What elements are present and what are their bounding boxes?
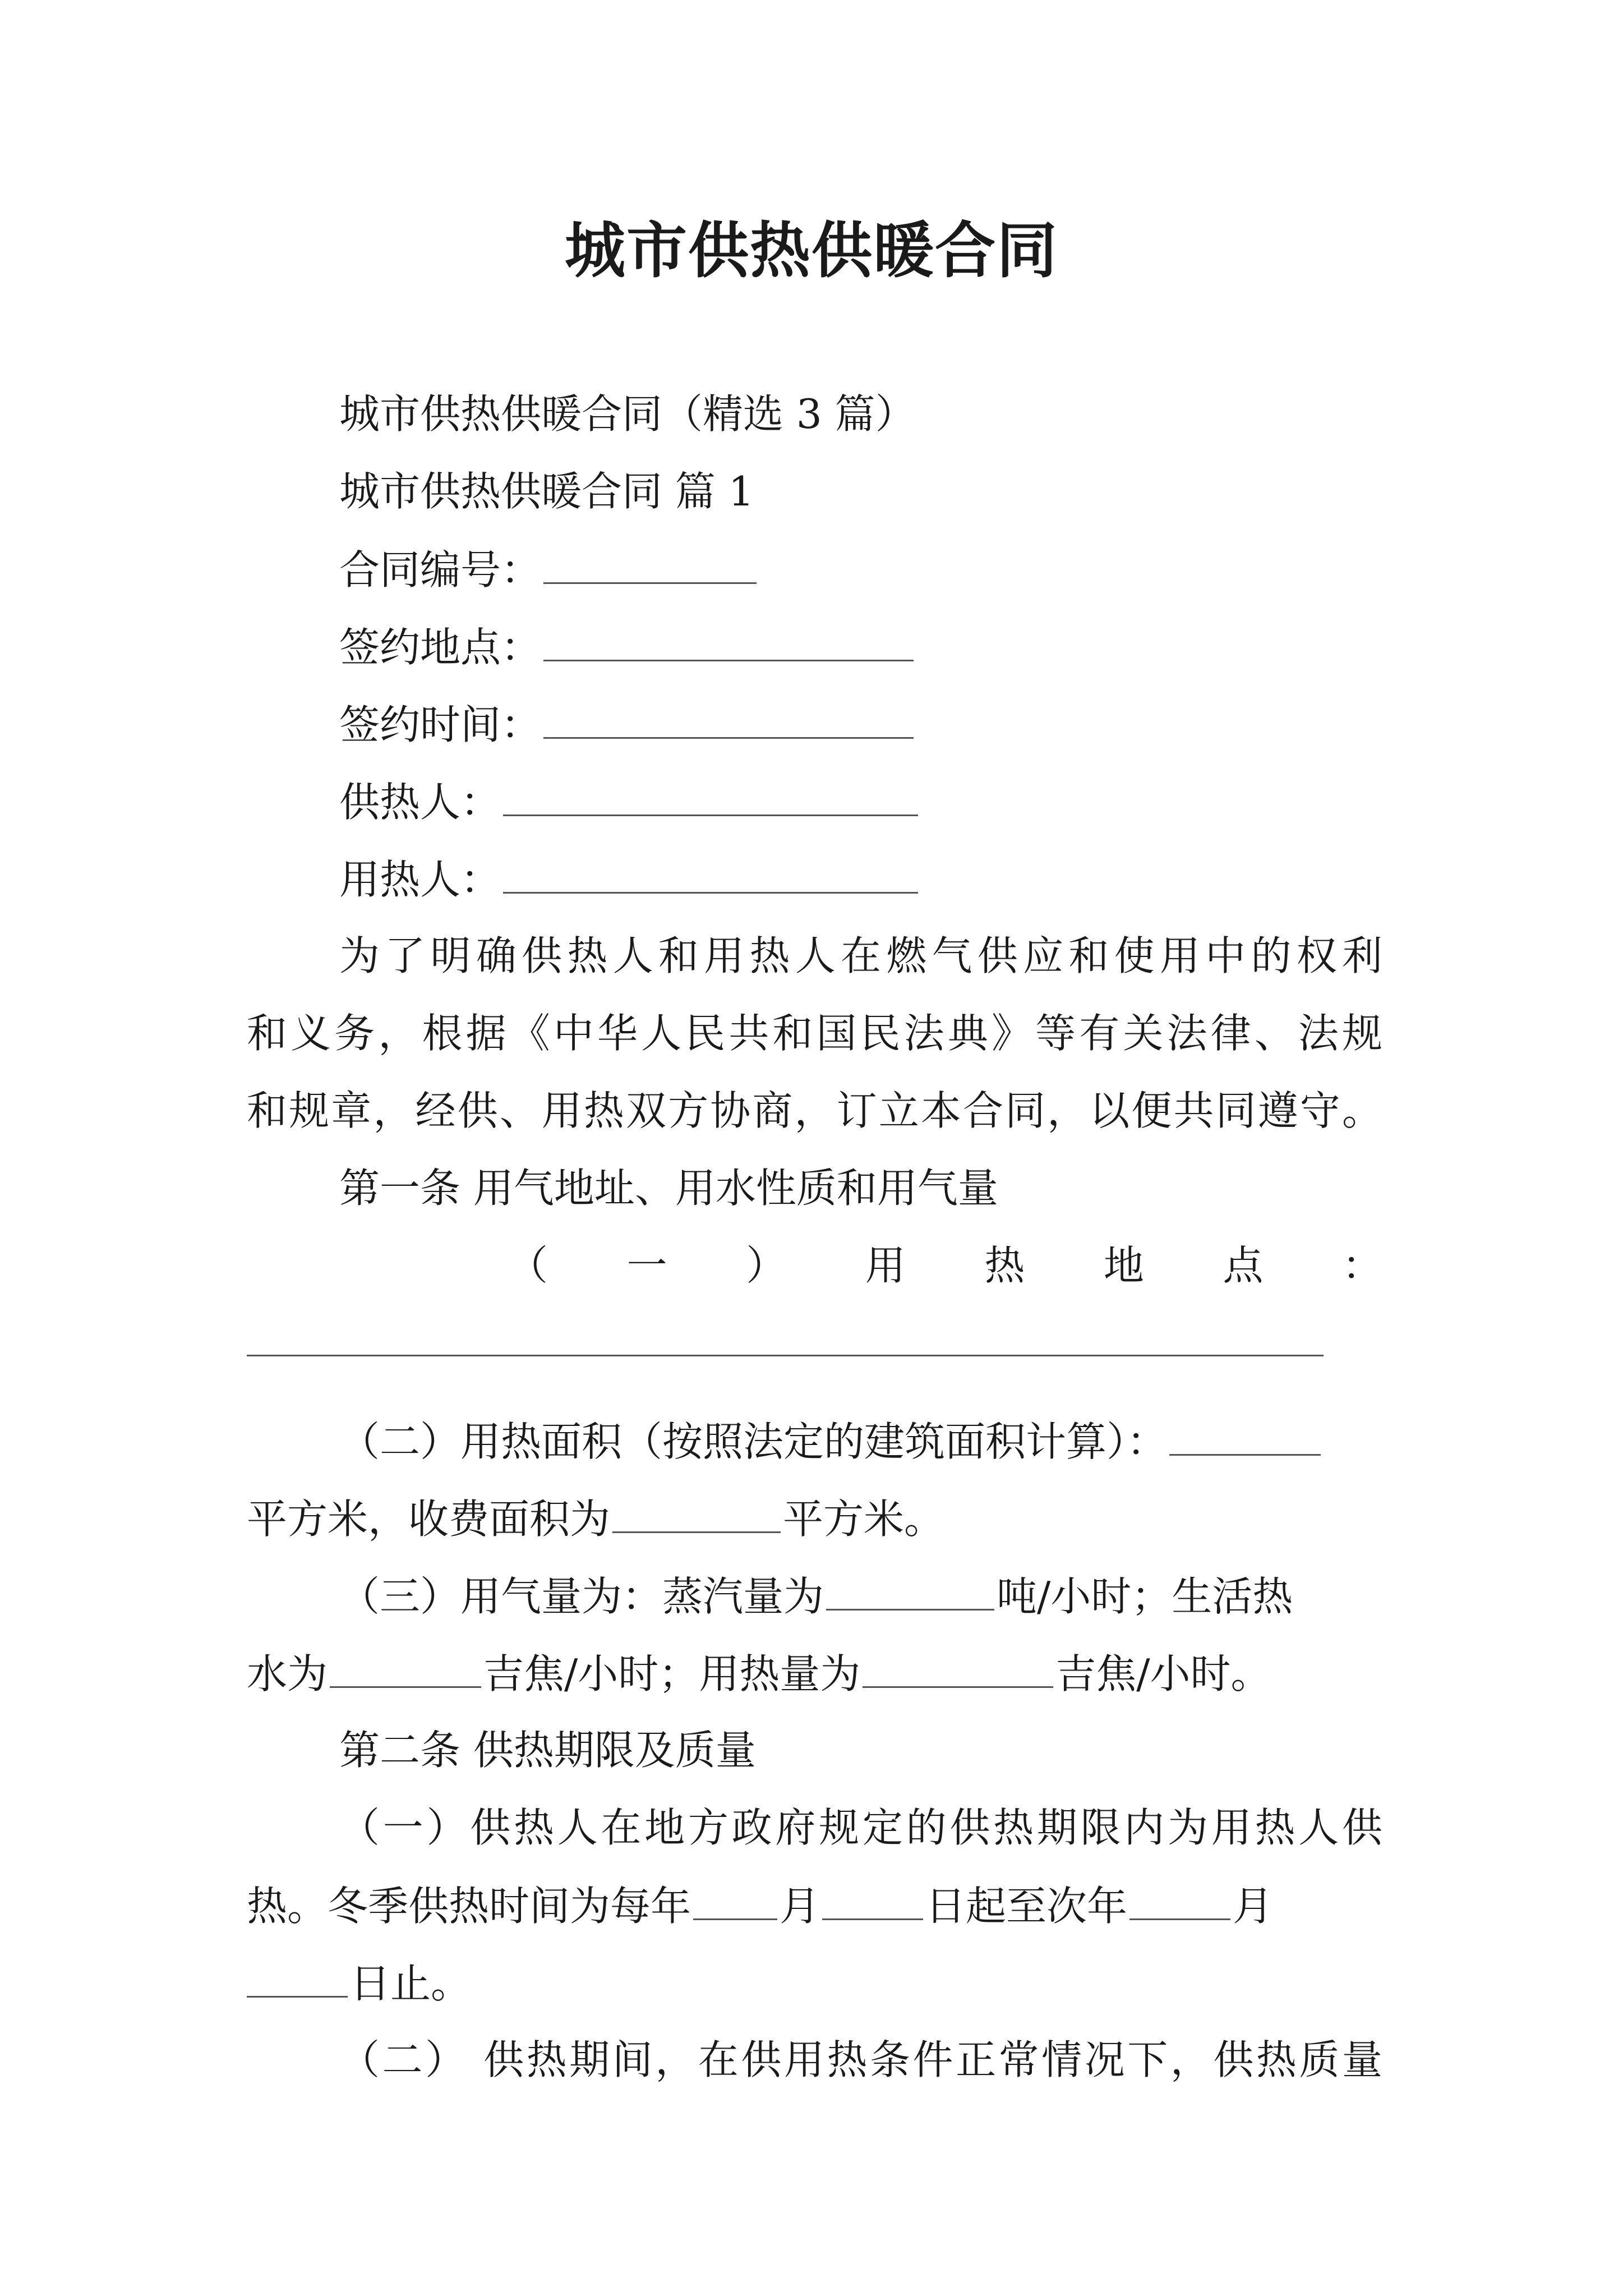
start-month-blank [693,1878,777,1920]
article-2-item-1-line-1: （一）供热人在地方政府规定的供热期限内为用热人供 [339,1804,1382,1851]
subtitle: 城市供热供暖合同（精选 3 篇） [339,390,916,438]
item1-text: 日起至次年 [925,1883,1128,1930]
article-2-heading: 第二条 供热期限及质量 [339,1727,756,1774]
item1-text: 热。冬季供热时间为每年 [247,1883,691,1930]
user-field [339,852,920,907]
item1-part: 用 [865,1242,906,1289]
item1-text: 月 [780,1883,820,1930]
item3-text: 吉焦/小时；用热量为 [483,1650,861,1697]
sign-time-field [339,697,916,752]
item1-part: 一 [626,1242,667,1289]
article-1-item-3-line-1 [339,1568,1293,1623]
sign-place-label: 签约地点： [339,624,542,671]
item3-text: 水为 [247,1650,328,1697]
item1-text: 月 [1233,1883,1274,1930]
supplier-label: 供热人： [339,779,501,826]
item1-part: 地 [1103,1242,1144,1289]
supplier-field [339,774,920,829]
sign-place-blank [543,619,914,661]
sign-place-field [339,619,916,674]
contract-no-blank [543,542,757,584]
end-day-blank [247,1955,348,1998]
item3-text: （三）用气量为：蒸汽量为 [339,1573,824,1620]
user-blank [503,852,918,894]
item1-part: 热 [984,1242,1025,1289]
contract-no-field [339,542,759,597]
user-label: 用热人： [339,856,501,903]
article-2-item-1-line-3 [247,1955,471,2010]
article-1-item-1 [508,1239,1382,1292]
charge-area-blank [612,1491,781,1533]
intro-line-1: 为了明确供热人和用热人在燃气供应和使用中的权利 [339,932,1382,979]
sign-time-label: 签约时间： [339,701,542,748]
document-title: 城市供热供暖合同 [564,215,1058,286]
item1-text: 日止。 [350,1960,472,2007]
item2-unit: 平方米。 [783,1496,945,1543]
article-1-item-3-line-2 [247,1646,1271,1701]
item3-text: 吨/小时；生活热 [997,1573,1293,1620]
contract-no-label: 合同编号： [339,546,542,593]
item1-part: 点 [1223,1242,1264,1289]
supplier-blank [503,774,918,816]
sign-time-blank [543,697,914,739]
article-2-item-2-line-1: （二） 供热期间，在供用热条件正常情况下，供热质量 [339,2036,1382,2083]
article-1-item-2-line-2 [247,1491,944,1546]
hot-water-blank [330,1646,481,1688]
item2-text: （二）用热面积（按照法定的建筑面积计算）： [339,1418,1168,1465]
section-heading: 城市供热供暖合同 篇 1 [339,468,754,515]
address-blank-line [247,1355,1324,1356]
article-1-item-2-line-1 [339,1414,1323,1469]
heat-usage-blank [863,1646,1053,1688]
item1-part: （ [508,1242,548,1289]
item1-part: ： [1342,1242,1383,1289]
start-day-blank [822,1878,923,1920]
item1-part: ） [746,1242,787,1289]
end-month-blank [1129,1878,1230,1920]
item2-text: 平方米，收费面积为 [247,1496,611,1543]
item3-text: 吉焦/小时。 [1055,1650,1271,1697]
intro-line-2: 和义务，根据《中华人民共和国民法典》等有关法律、法规 [247,1010,1382,1057]
heating-area-blank [1169,1414,1321,1456]
article-2-item-1-line-2 [247,1878,1273,1933]
intro-line-3: 和规章，经供、用热双方协商，订立本合同，以便共同遵守。 [247,1087,1382,1134]
steam-blank [826,1568,994,1611]
article-1-heading: 第一条 用气地址、用水性质和用气量 [339,1165,998,1212]
